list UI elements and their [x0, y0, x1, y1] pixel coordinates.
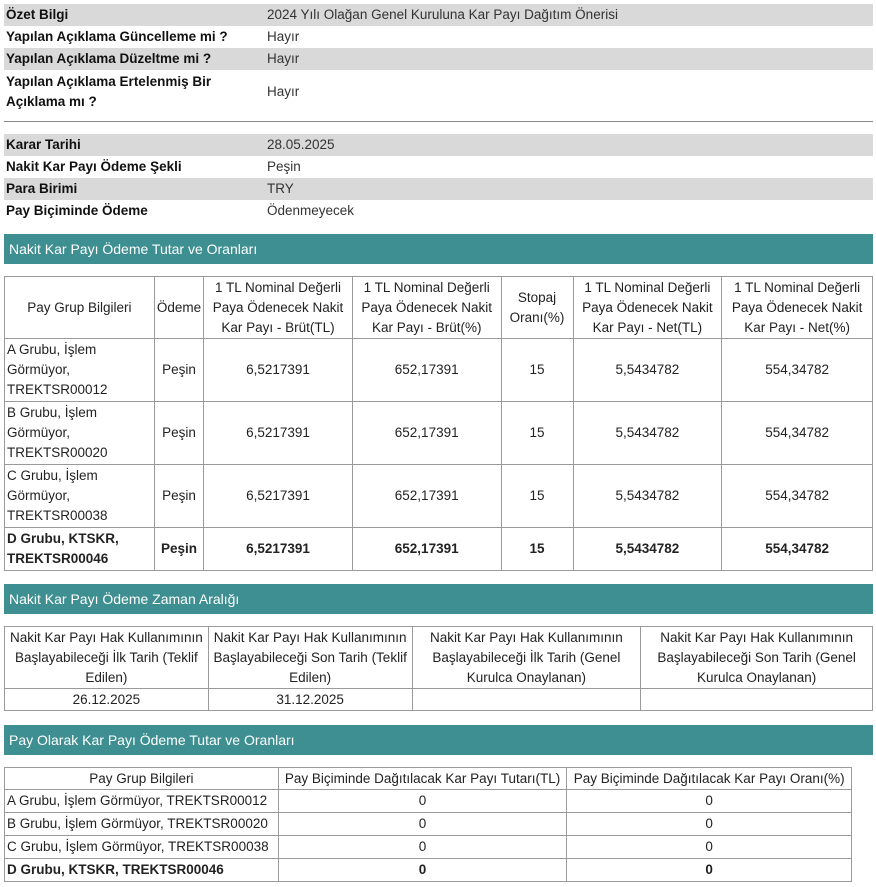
table-cell: 15 — [501, 339, 573, 402]
table-cell: 6,5217391 — [204, 339, 353, 402]
summary-row — [4, 70, 873, 114]
period-section-header: Nakit Kar Payı Ödeme Zaman Aralığı — [4, 584, 873, 614]
details-row — [4, 200, 873, 222]
column-header: 1 TL Nominal Değerli Paya Ödenecek Nakit Kar Payı - Net(%) — [722, 277, 873, 339]
summary-row — [4, 4, 873, 26]
table-cell: 6,5217391 — [204, 402, 353, 465]
column-header: Pay Biçiminde Dağıtılacak Kar Payı Tutarı(TL) — [278, 768, 567, 790]
table-cell: 6,5217391 — [204, 528, 353, 571]
column-header: Nakit Kar Payı Hak Kullanımının Başlayabileceği Son Tarih (Teklif Edilen) — [208, 627, 412, 689]
table-cell: 652,17391 — [352, 528, 501, 571]
table-cell: 554,34782 — [722, 465, 873, 528]
table-cell: Peşin — [154, 339, 203, 402]
table-row — [5, 836, 852, 859]
summary-label: Yapılan Açıklama Güncelleme mi ? — [6, 29, 228, 44]
column-header: Ödeme — [154, 277, 203, 339]
summary-label: Yapılan Açıklama Düzeltme mi ? — [6, 51, 212, 66]
details-value: TRY — [267, 181, 294, 196]
table-row — [5, 859, 852, 882]
table-cell: 652,17391 — [352, 402, 501, 465]
table-cell: 0 — [567, 859, 852, 882]
table-cell: 0 — [567, 813, 852, 836]
table-cell: 0 — [278, 859, 567, 882]
details-row — [4, 178, 873, 200]
table-cell: Peşin — [154, 528, 203, 571]
table-cell: 5,5434782 — [573, 528, 722, 571]
table-cell: 652,17391 — [352, 465, 501, 528]
column-header: Nakit Kar Payı Hak Kullanımının Başlayabileceği İlk Tarih (Teklif Edilen) — [5, 627, 209, 689]
column-header: 1 TL Nominal Değerli Paya Ödenecek Nakit Kar Payı - Brüt(%) — [352, 277, 501, 339]
details-value: 28.05.2025 — [267, 137, 335, 152]
details-value: Peşin — [267, 159, 301, 174]
table-cell: 0 — [567, 790, 852, 813]
cash-section-header: Nakit Kar Payı Ödeme Tutar ve Oranları — [4, 234, 873, 264]
table-cell: D Grubu, KTSKR, TREKTSR00046 — [5, 528, 155, 571]
details-label: Nakit Kar Payı Ödeme Şekli — [6, 159, 182, 174]
column-header: 1 TL Nominal Değerli Paya Ödenecek Nakit Kar Payı - Brüt(TL) — [204, 277, 353, 339]
table-cell: 15 — [501, 528, 573, 571]
summary-value: 2024 Yılı Olağan Genel Kuruluna Kar Payı Dağıtım Önerisi — [267, 7, 618, 22]
cash-table — [4, 276, 873, 571]
summary-value: Hayır — [267, 51, 300, 66]
table-cell: C Grubu, İşlem Görmüyor, TREKTSR00038 — [5, 836, 279, 859]
table-cell: 652,17391 — [352, 339, 501, 402]
table-cell: 554,34782 — [722, 402, 873, 465]
summary-value: Hayır — [267, 84, 300, 99]
table-cell: Peşin — [154, 402, 203, 465]
table-cell: 0 — [278, 790, 567, 813]
table-cell: 31.12.2025 — [208, 689, 412, 711]
details-block — [4, 134, 873, 222]
table-cell: Peşin — [154, 465, 203, 528]
summary-row — [4, 26, 873, 48]
table-header-row — [5, 627, 873, 689]
column-header: 1 TL Nominal Değerli Paya Ödenecek Nakit Kar Payı - Net(TL) — [573, 277, 722, 339]
details-row — [4, 156, 873, 178]
table-cell: 6,5217391 — [204, 465, 353, 528]
table-cell: 5,5434782 — [573, 402, 722, 465]
column-header: Pay Grup Bilgileri — [5, 768, 279, 790]
table-cell: C Grubu, İşlem Görmüyor, TREKTSR00038 — [5, 465, 155, 528]
share-section-header: Pay Olarak Kar Payı Ödeme Tutar ve Oranları — [4, 725, 873, 755]
details-label: Pay Biçiminde Ödeme — [6, 203, 148, 218]
table-cell: 0 — [278, 813, 567, 836]
table-row — [5, 402, 873, 465]
table-row — [5, 689, 873, 711]
table-cell: 554,34782 — [722, 339, 873, 402]
table-cell: A Grubu, İşlem Görmüyor, TREKTSR00012 — [5, 790, 279, 813]
table-cell: 0 — [278, 836, 567, 859]
table-cell: 554,34782 — [722, 528, 873, 571]
summary-label: Özet Bilgi — [6, 7, 69, 22]
summary-block — [4, 4, 873, 114]
table-cell: A Grubu, İşlem Görmüyor, TREKTSR00012 — [5, 339, 155, 402]
details-label: Karar Tarihi — [6, 137, 81, 152]
table-cell: 15 — [501, 402, 573, 465]
column-header: Stopaj Oranı(%) — [501, 277, 573, 339]
table-cell: 0 — [567, 836, 852, 859]
summary-value: Hayır — [267, 29, 300, 44]
table-row — [5, 339, 873, 402]
table-cell — [641, 689, 873, 711]
column-header: Pay Grup Bilgileri — [5, 277, 155, 339]
table-cell: 15 — [501, 465, 573, 528]
table-row — [5, 465, 873, 528]
column-header: Nakit Kar Payı Hak Kullanımının Başlayabileceği Son Tarih (Genel Kurulca Onaylanan) — [641, 627, 873, 689]
table-cell: 26.12.2025 — [5, 689, 209, 711]
divider — [4, 121, 873, 122]
details-label: Para Birimi — [6, 181, 78, 196]
table-cell: 5,5434782 — [573, 465, 722, 528]
table-row — [5, 528, 873, 571]
details-row — [4, 134, 873, 156]
column-header: Pay Biçiminde Dağıtılacak Kar Payı Oranı(%) — [567, 768, 852, 790]
table-row — [5, 790, 852, 813]
table-cell: 5,5434782 — [573, 339, 722, 402]
table-row — [5, 813, 852, 836]
table-cell: D Grubu, KTSKR, TREKTSR00046 — [5, 859, 279, 882]
period-table — [4, 626, 873, 711]
share-table — [4, 767, 852, 882]
column-header: Nakit Kar Payı Hak Kullanımının Başlayabileceği İlk Tarih (Genel Kurulca Onaylanan) — [412, 627, 641, 689]
summary-row — [4, 48, 873, 70]
summary-label: Yapılan Açıklama Ertelenmiş Bir Açıklama mı ? — [6, 74, 212, 109]
details-value: Ödenmeyecek — [267, 203, 355, 218]
table-header-row — [5, 768, 852, 790]
table-cell: B Grubu, İşlem Görmüyor, TREKTSR00020 — [5, 402, 155, 465]
table-header-row — [5, 277, 873, 339]
table-cell: B Grubu, İşlem Görmüyor, TREKTSR00020 — [5, 813, 279, 836]
table-cell — [412, 689, 641, 711]
